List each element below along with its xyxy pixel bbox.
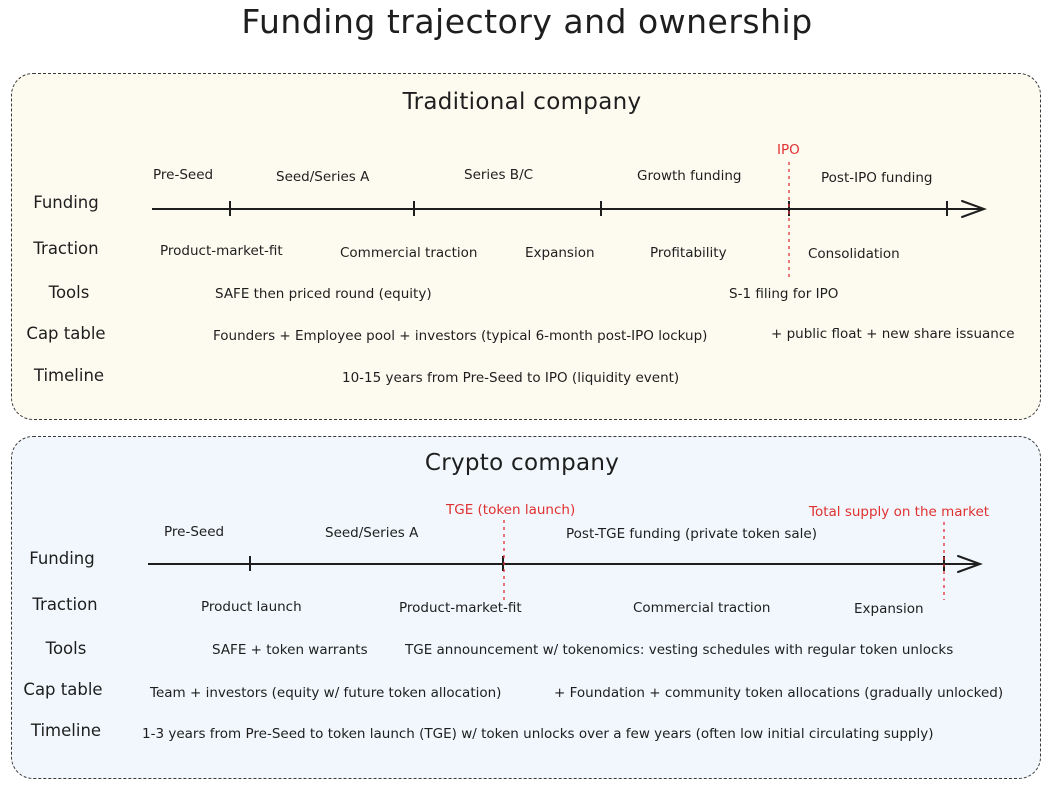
crypto-row-label-traction: Traction <box>32 595 98 614</box>
traditional-stage-series-b-c: Series B/C <box>464 167 534 183</box>
crypto-traction-item: Product-market-fit <box>399 600 522 616</box>
crypto-row-label-tools: Tools <box>45 639 87 658</box>
traditional-traction-item: Expansion <box>525 245 595 261</box>
crypto-traction-item: Commercial traction <box>633 600 771 616</box>
traditional-tools-item: SAFE then priced round (equity) <box>215 286 432 302</box>
traditional-traction-item: Consolidation <box>808 246 900 262</box>
traditional-stage-post-ipo-funding: Post-IPO funding <box>821 170 933 186</box>
crypto-row-label-funding: Funding <box>29 549 95 568</box>
traditional-stage-seed-series-a: Seed/Series A <box>276 169 370 185</box>
traditional-stage-pre-seed: Pre-Seed <box>153 167 214 183</box>
crypto-cap-table-item: Team + investors (equity w/ future token allocation) <box>150 685 502 701</box>
traditional-row-label-traction: Traction <box>33 239 99 258</box>
crypto-panel-title: Crypto company <box>424 450 620 476</box>
traditional-stage-growth-funding: Growth funding <box>637 168 742 184</box>
traditional-row-label-tools: Tools <box>48 283 90 302</box>
crypto-tools-item: SAFE + token warrants <box>212 642 368 658</box>
traditional-row-label-timeline: Timeline <box>33 366 105 385</box>
traditional-panel-title: Traditional company <box>402 89 642 115</box>
traditional-row-label-funding: Funding <box>33 193 99 212</box>
crypto-traction-item: Expansion <box>854 601 924 617</box>
ipo-milestone-label: IPO <box>777 142 800 158</box>
traditional-traction-item: Product-market-fit <box>160 243 283 259</box>
crypto-tools-item: TGE announcement w/ tokenomics: vesting schedules with regular token unlocks <box>405 642 954 658</box>
crypto-traction-item: Product launch <box>201 599 302 615</box>
crypto-stage-post-tge-funding: Post-TGE funding (private token sale) <box>566 526 817 542</box>
crypto-timeline-text: 1-3 years from Pre-Seed to token launch (TGE) w/ token unlocks over a few years (often low initial circulating supply) <box>142 726 934 742</box>
traditional-timeline-text: 10-15 years from Pre-Seed to IPO (liquidity event) <box>342 370 680 386</box>
page-title: Funding trajectory and ownership <box>241 2 813 41</box>
traditional-cap-table-item: + public float + new share issuance <box>771 326 1015 342</box>
crypto-cap-table-item: + Foundation + community token allocations (gradually unlocked) <box>554 685 1004 701</box>
crypto-stage-seed-series-a: Seed/Series A <box>325 525 419 541</box>
crypto-stage-pre-seed: Pre-Seed <box>164 524 225 540</box>
traditional-cap-table-item: Founders + Employee pool + investors (typical 6-month post-IPO lockup) <box>213 328 708 344</box>
traditional-traction-item: Profitability <box>650 245 727 261</box>
traditional-row-label-cap-table: Cap table <box>26 324 106 343</box>
traditional-tools-item: S-1 filing for IPO <box>729 286 839 302</box>
total-supply-milestone-label: Total supply on the market <box>809 504 990 520</box>
crypto-row-label-cap-table: Cap table <box>23 680 103 699</box>
crypto-row-label-timeline: Timeline <box>30 721 102 740</box>
traditional-traction-item: Commercial traction <box>340 245 478 261</box>
tge-milestone-label: TGE (token launch) <box>446 502 576 518</box>
